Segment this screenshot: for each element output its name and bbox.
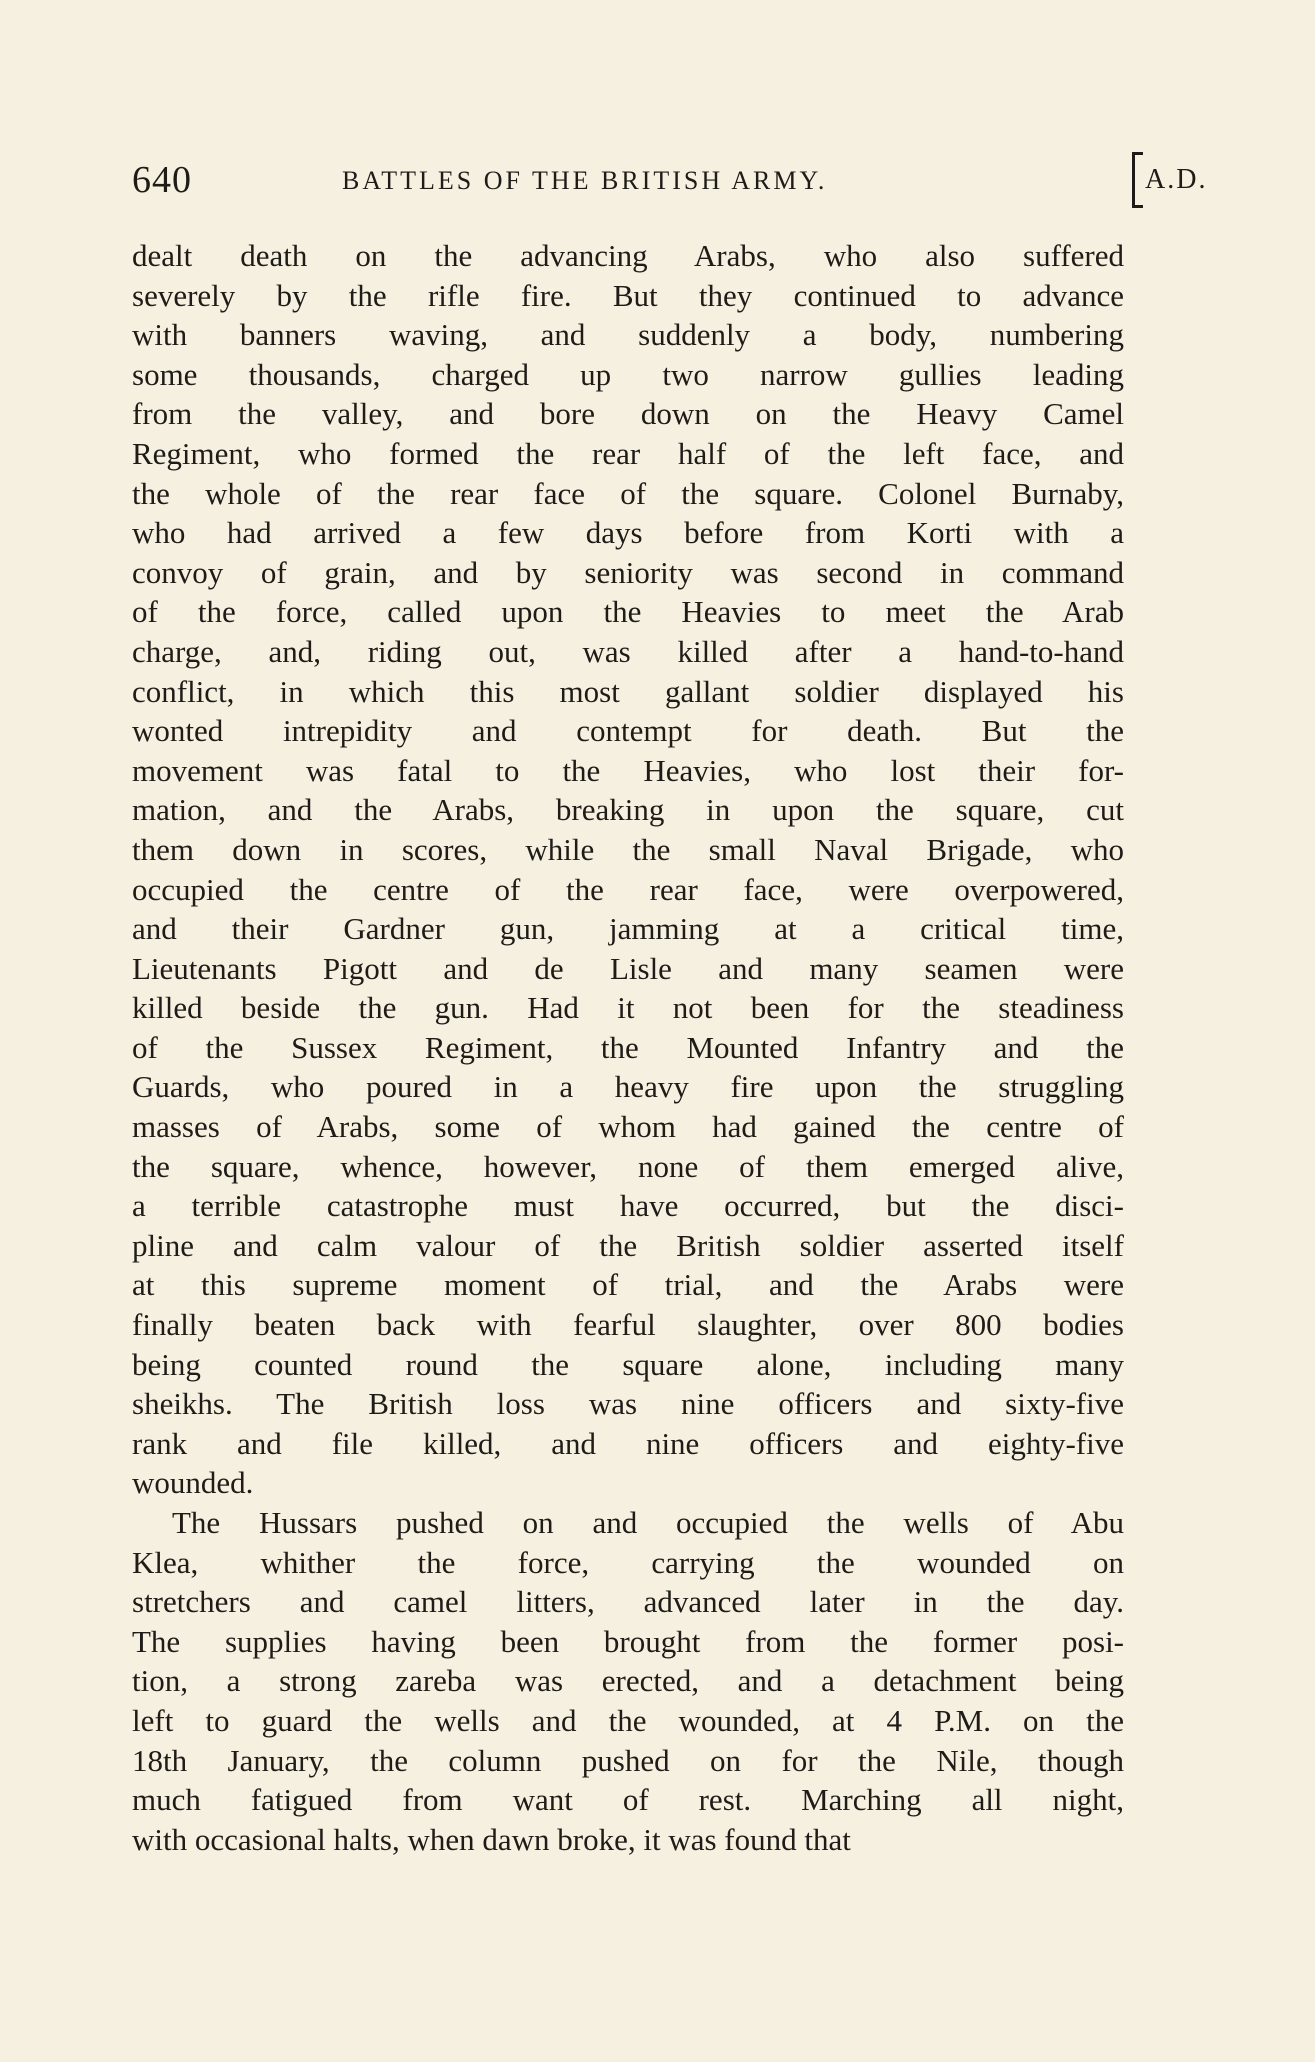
text-line: Lieutenants Pigott and de Lisle and many seamen were [132,950,1124,986]
text-line: The supplies having been brought from the former posi- [132,1623,1124,1659]
text-line: rank and file killed, and nine officers and eighty-five [132,1425,1124,1461]
text-line: stretchers and camel litters, advanced later in the day. [132,1584,1124,1620]
text-line: a terrible catastrophe must have occurred, but the disci- [132,1188,1124,1224]
text-line: convoy of grain, and by seniority was second in command [132,554,1124,590]
text-line: at this supreme moment of trial, and the Arabs were [132,1267,1124,1303]
text-line: wounded. [132,1465,254,1501]
text-line: Klea, whither the force, carrying the wounded on [132,1544,1124,1580]
text-line: killed beside the gun. Had it not been for the steadiness [132,990,1124,1026]
text-line: from the valley, and bore down on the Heavy Camel [132,396,1124,432]
body-text [132,236,1124,1859]
text-line: with occasional halts, when dawn broke, it was found that [132,1821,851,1857]
text-line: them down in scores, while the small Naval Brigade, who [132,831,1124,867]
bracket-mark [1132,152,1143,208]
text-line: pline and calm valour of the British soldier asserted itself [132,1227,1124,1263]
text-line: masses of Arabs, some of whom had gained the centre of [132,1109,1124,1145]
text-line: Guards, who poured in a heavy fire upon the struggling [132,1069,1124,1105]
text-line: finally beaten back with fearful slaughter, over 800 bodies [132,1307,1124,1343]
text-line: The Hussars pushed on and occupied the wells of Abu [172,1505,1124,1540]
text-line: wonted intrepidity and contempt for death. But the [132,713,1124,749]
running-title: BATTLES OF THE BRITISH ARMY. [342,166,828,195]
text-line: conflict, in which this most gallant soldier displayed his [132,673,1124,709]
text-line: much fatigued from want of rest. Marching all night, [132,1782,1124,1818]
text-line: some thousands, charged up two narrow gullies leading [132,356,1124,392]
text-line: mation, and the Arabs, breaking in upon the square, cut [132,792,1124,828]
text-line: Regiment, who formed the rear half of the left face, and [132,435,1124,471]
text-line: of the Sussex Regiment, the Mounted Infantry and the [132,1029,1124,1065]
text-line: and their Gardner gun, jamming at a critical time, [132,911,1124,947]
text-line: dealt death on the advancing Arabs, who also suffered [132,238,1124,273]
text-line: who had arrived a few days before from Korti with a [132,515,1124,551]
text-line: the whole of the rear face of the square. Colonel Burnaby, [132,475,1124,511]
page-header [132,150,1208,210]
text-line: the square, whence, however, none of them emerged alive, [132,1148,1124,1184]
paragraph [132,236,1124,1503]
text-line: 18th January, the column pushed on for the Nile, though [132,1742,1124,1778]
paragraph [132,1503,1124,1859]
era-label: A.D. [1145,164,1208,195]
text-line: of the force, called upon the Heavies to meet the Arab [132,594,1124,630]
text-line: occupied the centre of the rear face, were overpowered, [132,871,1124,907]
text-line: sheikhs. The British loss was nine officers and sixty-five [132,1386,1124,1422]
text-line: left to guard the wells and the wounded, at 4 P.M. on the [132,1702,1124,1738]
page-number: 640 [132,159,192,201]
text-line: charge, and, riding out, was killed after a hand-to-hand [132,633,1124,669]
text-line: tion, a strong zareba was erected, and a detachment being [132,1663,1124,1699]
text-line: being counted round the square alone, including many [132,1346,1124,1382]
text-line: movement was fatal to the Heavies, who lost their for- [132,752,1124,788]
text-line: with banners waving, and suddenly a body, numbering [132,317,1124,353]
text-line: severely by the rifle fire. But they continued to advance [132,277,1124,313]
